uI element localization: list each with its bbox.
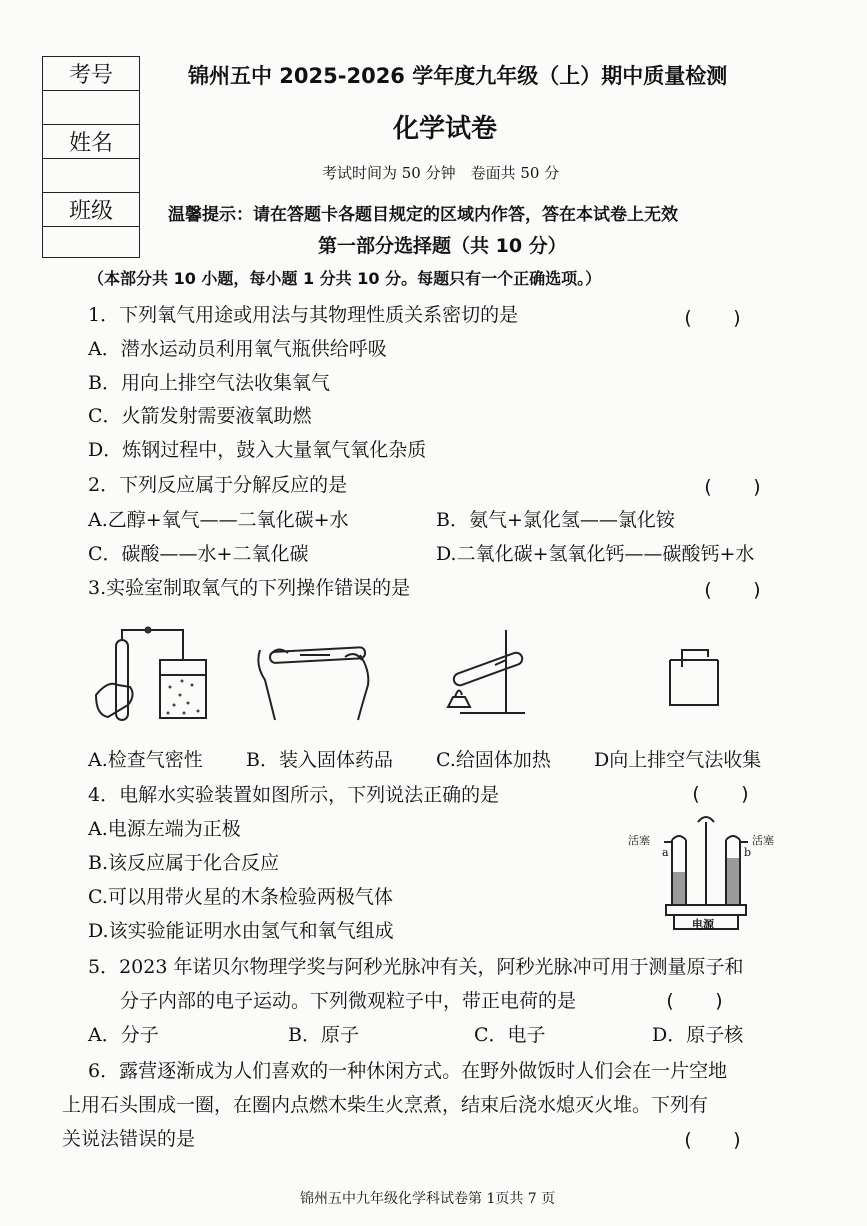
name-blank bbox=[43, 159, 139, 193]
q1-option-d: D．炼钢过程中，鼓入大量氧气氧化杂质 bbox=[88, 439, 427, 461]
q3-answer-paren: ( ) bbox=[702, 579, 763, 601]
student-info-box bbox=[42, 56, 140, 258]
exam-number-label: 考号 bbox=[43, 57, 139, 91]
q6-stem-line2: 上用石头围成一圈，在圈内点燃木柴生火烹煮，结束后浇水熄灭火堆。下列有 bbox=[62, 1094, 709, 1116]
q3-figure-airtightness-check bbox=[88, 625, 218, 734]
q5-stem-line2: 分子内部的电子运动。下列微观粒子中，带正电荷的是 bbox=[120, 990, 577, 1012]
q4-figure-electrolysis-apparatus bbox=[626, 810, 786, 935]
q5-option-a: A．分子 bbox=[88, 1024, 159, 1046]
q4-figure-a-label: a bbox=[662, 846, 669, 859]
q2-option-b: B．氨气+氯化氢——氯化铵 bbox=[436, 509, 675, 531]
q3-figure-upward-air-collection bbox=[660, 645, 730, 719]
q3-option-d: D向上排空气法收集 bbox=[594, 749, 762, 771]
q1-answer-paren: ( ) bbox=[682, 307, 743, 329]
q6-stem-line1: 6．露营逐渐成为人们喜欢的一种休闲方式。在野外做饭时人们会在一片空地 bbox=[88, 1060, 728, 1082]
q3-stem: 3.实验室制取氧气的下列操作错误的是 bbox=[88, 577, 411, 599]
name-label: 姓名 bbox=[43, 125, 139, 159]
q4-option-a: A.电源左端为正极 bbox=[88, 818, 241, 840]
q5-answer-paren: ( ) bbox=[664, 990, 725, 1012]
q4-stem: 4．电解水实验装置如图所示，下列说法正确的是 bbox=[88, 784, 500, 806]
exam-number-blank bbox=[43, 91, 139, 125]
q2-option-d: D.二氧化碳+氢氧化钙——碳酸钙+水 bbox=[436, 543, 755, 565]
class-label: 班级 bbox=[43, 193, 139, 227]
q5-option-d: D．原子核 bbox=[652, 1024, 744, 1046]
q4-option-c: C.可以用带火星的木条检验两极气体 bbox=[88, 886, 393, 908]
q5-option-b: B．原子 bbox=[288, 1024, 359, 1046]
q1-stem: 1．下列氧气用途或用法与其物理性质关系密切的是 bbox=[88, 304, 519, 326]
q4-answer-paren: ( ) bbox=[690, 783, 751, 805]
section-note: （本部分共 10 小题，每小题 1 分共 10 分。每题只有一个正确选项。） bbox=[88, 269, 602, 288]
q1-option-c: C．火箭发射需要液氧助燃 bbox=[88, 405, 312, 427]
q5-option-c: C．电子 bbox=[474, 1024, 546, 1046]
q5-stem-line1: 5．2023 年诺贝尔物理学奖与阿秒光脉冲有关，阿秒光脉冲可用于测量原子和 bbox=[88, 956, 744, 978]
school-title: 锦州五中 2025-2026 学年度九年级（上）期中质量检测 bbox=[188, 64, 728, 88]
q1-option-b: B．用向上排空气法收集氧气 bbox=[88, 372, 330, 394]
page-footer: 锦州五中九年级化学科试卷第 1页共 7 页 bbox=[300, 1191, 556, 1207]
q3-option-a: A.检查气密性 bbox=[88, 749, 203, 771]
q2-stem: 2．下列反应属于分解反应的是 bbox=[88, 474, 348, 496]
q4-option-d: D.该实验能证明水由氢气和氧气组成 bbox=[88, 920, 394, 942]
q4-figure-right-stopcock-label: 活塞 bbox=[752, 834, 774, 847]
q4-figure-power-label: 电源 bbox=[692, 918, 714, 931]
q6-stem-line3: 关说法错误的是 bbox=[62, 1128, 196, 1150]
exam-time-info: 考试时间为 50 分钟 卷面共 50 分 bbox=[322, 164, 560, 182]
q3-option-b: B．装入固体药品 bbox=[246, 749, 393, 771]
section-title: 第一部分选择题（共 10 分） bbox=[318, 235, 567, 257]
q2-answer-paren: ( ) bbox=[702, 476, 763, 498]
tip-text: 温馨提示：请在答题卡各题目规定的区域内作答，答在本试卷上无效 bbox=[168, 205, 678, 225]
q3-option-c: C.给固体加热 bbox=[436, 749, 551, 771]
q3-figure-heating-solid bbox=[440, 625, 540, 724]
q4-option-b: B.该反应属于化合反应 bbox=[88, 852, 280, 874]
q2-option-a: A.乙醇+氧气——二氧化碳+水 bbox=[88, 509, 349, 531]
subject-title: 化学试卷 bbox=[393, 114, 498, 144]
q1-option-a: A．潜水运动员利用氧气瓶供给呼吸 bbox=[88, 338, 387, 360]
class-blank bbox=[43, 227, 139, 260]
q3-figure-loading-solid bbox=[250, 625, 380, 734]
q6-answer-paren: ( ) bbox=[682, 1129, 743, 1151]
q4-figure-b-label: b bbox=[744, 846, 752, 859]
q2-option-c: C．碳酸——水+二氧化碳 bbox=[88, 543, 309, 565]
q4-figure-left-stopcock-label: 活塞 bbox=[628, 834, 650, 847]
